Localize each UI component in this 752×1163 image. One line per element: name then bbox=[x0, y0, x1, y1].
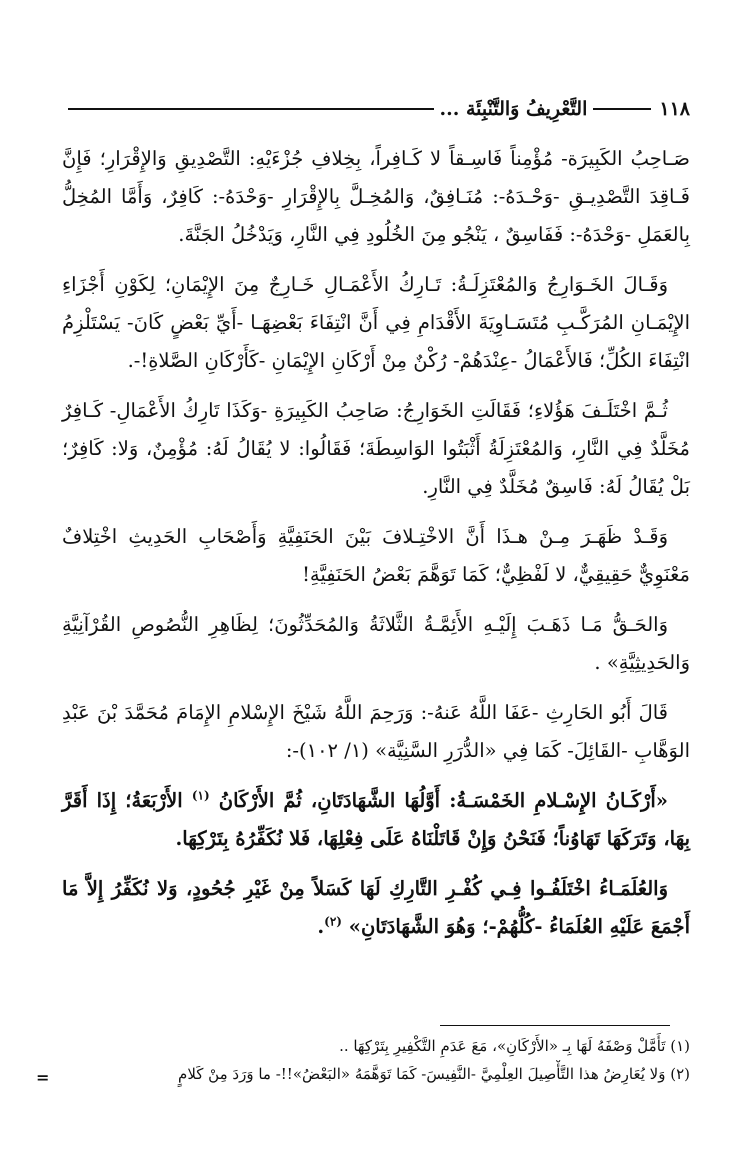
footnote-2: (٢) وَلا يُعَارِضُ هذا التَّأْصِيلَ العِلْمِيَّ -النَّفِيسَ- كَمَا تَوَهَّمَهُ «البَعْضُ»!!- ما وَرَدَ مِنْ كَلامٍ bbox=[178, 1065, 690, 1083]
footnote-mark-1: (١) bbox=[191, 788, 210, 803]
footnotes bbox=[38, 1032, 690, 1088]
paragraph-1: صَـاحِبُ الكَبِيرَة- مُؤْمِناً فَاسِـقاً لا كَـافِراً، بِخِلافِ جُزْءَيْهِ: التَّصْدِيقِ وَالإِقْرَارِ؛ فَإِنَّ فَـاقِدَ التَّصْدِيـقِ -وَحْـدَهُ-: مُنَـافِقٌ، وَالمُخِـلَّ بِالإِقْرَارِ -وَحْدَهُ-: كَافِرٌ، وَأَمَّا المُخِلُّ بِالعَمَلِ -وَحْدَهُ-: فَفَاسِقٌ ، يَنْجُو مِنَ الخُلُودِ فِي النَّارِ، وَيَدْخُلُ الجَنَّةَ. bbox=[62, 147, 690, 246]
header-rule-long bbox=[68, 108, 434, 110]
page-header bbox=[62, 92, 690, 126]
main-text bbox=[62, 140, 690, 958]
period-mark: . bbox=[317, 915, 325, 938]
footnote-separator bbox=[440, 1025, 670, 1026]
paragraph-2: وَقَـالَ الخَـوَارِجُ وَالمُعْتَزِلَـةُ: تَـارِكُ الأَعْمَـالِ خَـارِجٌ مِنَ الإِيْمَانِ؛ لِكَوْنِ أَجْزَاءِ الإِيْمَـانِ المُرَكَّـبِ مُتَسَـاوِيَةَ الأَقْدَامِ فِي أَنَّ انْتِفَاءَ بَعْضِهَـا -أَيِّ بَعْضٍ كَانَ- يَسْتَلْزِمُ انْتِفَاءَ الكُلِّ؛ فَالأَعْمَالُ -عِنْدَهُمْ- رُكْنٌ مِنْ أَرْكَانِ الإِيْمَانِ -كَأَرْكَانِ الصَّلاةِ!-. bbox=[62, 273, 690, 372]
continuation-mark: = bbox=[36, 1068, 50, 1087]
footnote-1: (١) تَأَمَّلْ وَصْفَهُ لَهَا بِـ «الأَرْكَانِ»، مَعَ عَدَمِ التَّكْفِيرِ بِتَرْكِهَا .. bbox=[339, 1037, 690, 1055]
running-title: التَّعْرِيفُ وَالتَّنْبِئَة ... bbox=[439, 98, 588, 120]
quote-text-2: وَالعُلَمَـاءُ اخْتَلَفُـوا فِـي كُفْـرِ التَّارِكِ لَهَا كَسَلاً مِنْ غَيْرِ جُحُودٍ، وَلا نُكَفِّرُ إِلاَّ مَا أَجْمَعَ عَلَيْهِ العُلَمَاءُ -كُلُّهُمْ-؛ وَهُوَ الشَّهَادَتَانِ» bbox=[62, 877, 690, 938]
quote-paragraph-1 bbox=[62, 782, 690, 858]
paragraph-4: وَقَـدْ ظَهَـرَ مِـنْ هـذَا أَنَّ الاخْتِـلافَ بَيْنَ الحَنَفِيَّةِ وَأَصْحَابِ الحَدِيثِ اخْتِلافٌ مَعْنَوِيٌّ حَقِيقِيٌّ، لا لَفْظِيٌّ؛ كَمَا تَوَهَّمَ بَعْضُ الحَنَفِيَّةِ! bbox=[62, 525, 690, 586]
quote-paragraph-2 bbox=[62, 870, 690, 946]
footnote-mark-2: (٢) bbox=[324, 914, 342, 929]
quote-text-1b: الأَرْبَعَةُ؛ إِذَا أَقَرَّ بِهَا، وَتَرَكَهَا تَهَاوُناً؛ فَنَحْنُ وَإِنْ قَاتَلْنَاهُ عَلَى فِعْلِهَا، فَلا نُكَفِّرُهُ بِتَرْكِهَا. bbox=[62, 789, 690, 850]
header-rule-short bbox=[593, 108, 651, 110]
quote-text-1a: «أَرْكَـانُ الإِسْـلامِ الخَمْسَـةُ: أَوَّلُهَا الشَّهَادَتَانِ، ثُمَّ الأَرْكَانُ bbox=[218, 789, 668, 812]
paragraph-3: ثُـمَّ اخْتَلَـفَ هَؤُلاءِ؛ فَقَالَتِ الخَوَارِجُ: صَاحِبُ الكَبِيرَةِ -وَكَذَا تَارِكُ الأَعْمَالِ- كَـافِرٌ مُخَلَّدٌ فِي النَّارِ، وَالمُعْتَزِلَةُ أَثْبَتُوا الوَاسِطَةَ؛ فَقَالُوا: لا يُقَالُ لَهُ: مُؤْمِنٌ، وَلا: كَافِرٌ؛ بَلْ يُقَالُ لَهُ: فَاسِقٌ مُخَلَّدٌ فِي النَّارِ. bbox=[62, 399, 690, 498]
paragraph-5: وَالحَـقُّ مَـا ذَهَـبَ إِلَيْـهِ الأَئِمَّـةُ الثَّلاثَةُ وَالمُحَدِّثُونَ؛ لِظَاهِرِ النُّصُوصِ القُرْآنِيَّةِ وَالحَدِيثِيَّةِ» . bbox=[62, 613, 690, 674]
paragraph-6: قَالَ أَبُو الحَارِثِ -عَفَا اللَّهُ عَنهُ-: وَرَحِمَ اللَّهُ شَيْخَ الإِسْلامِ الإِمَامَ مُحَمَّدَ بْنَ عَبْدِ الوَهَّابِ -القَائِلَ- كَمَا فِي «الدُّرَرِ السَّنِيَّة» (١/ ١٠٢)-: bbox=[62, 701, 690, 762]
page-number: ١١٨ bbox=[659, 98, 690, 120]
